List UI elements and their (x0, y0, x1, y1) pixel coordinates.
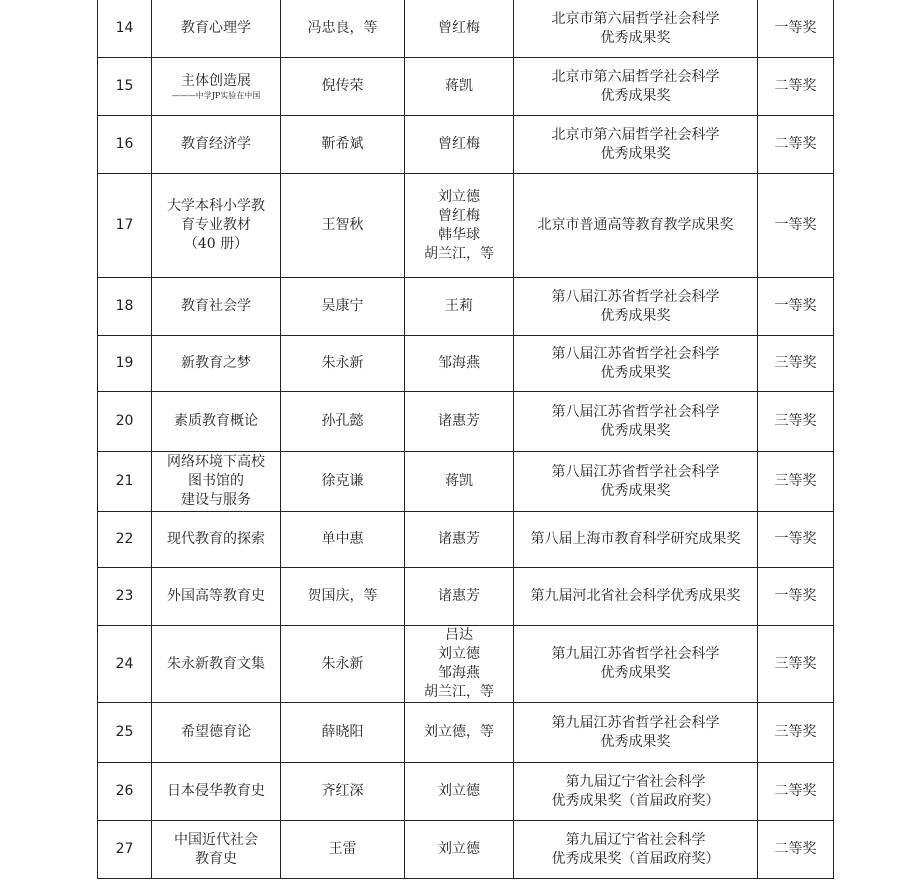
row-number-text: 22 (115, 531, 134, 547)
row-number (98, 278, 152, 336)
editors (405, 116, 514, 174)
author (281, 821, 405, 879)
award-name-line: 第九届辽宁省社会科学 (565, 831, 706, 848)
book-title (152, 116, 281, 174)
award-level-text: 一等奖 (774, 217, 817, 233)
editors (405, 626, 514, 703)
book-title (152, 336, 281, 392)
award-level-text: 一等奖 (774, 588, 817, 604)
author (281, 0, 405, 58)
award-name-line: 优秀成果奖 (600, 665, 671, 681)
author (281, 568, 405, 626)
editor-name: 诸惠芳 (438, 413, 480, 429)
award-name (514, 763, 758, 821)
editors (405, 703, 514, 763)
editor-name: 邹海燕 (438, 355, 480, 371)
book-title (152, 278, 281, 336)
award-name (514, 703, 758, 763)
row-number-text: 24 (115, 655, 134, 672)
author (281, 58, 405, 116)
book-title (152, 452, 281, 512)
editor-name: 刘立德，等 (424, 724, 494, 740)
table-row (98, 58, 834, 116)
award-name (514, 174, 758, 278)
author-text: 徐克谦 (321, 473, 364, 489)
book-title-line: 外国高等教育史 (167, 588, 265, 604)
award-name-line: 第八届江苏省哲学社会科学 (551, 345, 720, 362)
award-name-line: 第八届江苏省哲学社会科学 (551, 288, 720, 305)
award-level (758, 174, 834, 278)
book-title (152, 174, 281, 278)
award-name-line: 第九届江苏省哲学社会科学 (551, 646, 720, 662)
award-level-text: 一等奖 (774, 531, 817, 547)
book-title (152, 392, 281, 452)
editor-name: 曾红梅 (438, 136, 480, 152)
book-title-line: 主体创造展 (181, 73, 251, 89)
award-name-line: 优秀成果奖（首届政府奖） (551, 792, 720, 809)
editors (405, 512, 514, 568)
award-name-line: 优秀成果奖 (600, 145, 671, 162)
row-number (98, 763, 152, 821)
award-level (758, 0, 834, 58)
table-row (98, 568, 834, 626)
award-name-line: 第八届上海市教育科学研究成果奖 (530, 531, 741, 547)
editor-name: 曾红梅 (438, 20, 480, 36)
author-text: 朱永新 (321, 655, 364, 672)
row-number-text: 23 (115, 588, 134, 604)
award-level-text: 二等奖 (774, 78, 817, 94)
table-row (98, 336, 834, 392)
award-level-text: 一等奖 (774, 298, 817, 314)
award-name (514, 452, 758, 512)
editors (405, 392, 514, 452)
award-name-line: 优秀成果奖 (600, 29, 671, 46)
award-level-text: 一等奖 (774, 20, 817, 36)
book-title-line: 新教育之梦 (181, 355, 251, 371)
book-title-line: 素质教育概论 (174, 413, 258, 429)
award-name-line: 北京市第六届哲学社会科学 (551, 126, 720, 143)
editor-name: 刘立德 (438, 188, 480, 205)
award-level (758, 278, 834, 336)
row-number (98, 0, 152, 58)
author (281, 336, 405, 392)
award-level (758, 116, 834, 174)
author (281, 452, 405, 512)
book-title (152, 512, 281, 568)
author (281, 763, 405, 821)
author-text: 吴康宁 (321, 298, 364, 314)
book-title-line: 希望德育论 (181, 724, 251, 740)
award-name-line: 第九届河北省社会科学优秀成果奖 (530, 588, 741, 604)
table-row (98, 278, 834, 336)
editor-name: 蒋凯 (445, 78, 473, 94)
editors (405, 58, 514, 116)
table-row (98, 626, 834, 703)
award-level-text: 三等奖 (774, 355, 817, 371)
table-row (98, 116, 834, 174)
author-text: 朱永新 (321, 355, 364, 371)
award-name-line: 优秀成果奖 (600, 482, 671, 499)
book-title-line: 网络环境下高校 (167, 454, 265, 470)
awards-table (97, 0, 834, 879)
award-name-line: 优秀成果奖（首届政府奖） (551, 850, 720, 867)
award-name (514, 392, 758, 452)
book-title-line: （40 册） (183, 236, 249, 252)
row-number-text: 16 (115, 136, 134, 152)
table-row (98, 174, 834, 278)
award-level-text: 二等奖 (774, 136, 817, 152)
editor-name: 刘立德 (438, 841, 480, 857)
row-number-text: 19 (115, 355, 134, 371)
award-name-line: 优秀成果奖 (600, 87, 671, 104)
award-name-line: 优秀成果奖 (600, 307, 671, 324)
row-number (98, 174, 152, 278)
award-name (514, 278, 758, 336)
author-text: 王智秋 (321, 217, 364, 233)
editor-name: 曾红梅 (438, 207, 480, 224)
book-title-line: 教育社会学 (181, 298, 251, 314)
author (281, 278, 405, 336)
author-text: 贺国庆，等 (307, 588, 378, 604)
author (281, 626, 405, 703)
award-level (758, 452, 834, 512)
editors (405, 336, 514, 392)
award-level-text: 三等奖 (774, 473, 817, 489)
award-level-text: 二等奖 (774, 841, 817, 857)
book-title (152, 763, 281, 821)
award-level (758, 336, 834, 392)
book-title-line: 育专业教材 (181, 217, 251, 233)
row-number-text: 26 (115, 783, 134, 799)
award-name (514, 821, 758, 879)
award-level (758, 58, 834, 116)
table-row (98, 392, 834, 452)
award-name (514, 512, 758, 568)
author (281, 512, 405, 568)
book-title-line: 建设与服务 (181, 492, 251, 508)
editor-name: 王莉 (445, 298, 473, 314)
editors (405, 0, 514, 58)
award-name-line: 第八届江苏省哲学社会科学 (551, 463, 720, 480)
author-text: 孙孔懿 (321, 413, 364, 429)
table-row (98, 821, 834, 879)
editor-name: 吕达 (445, 627, 473, 643)
book-title-line: 现代教育的探索 (167, 531, 265, 547)
author-text: 齐红深 (321, 783, 364, 799)
editors (405, 278, 514, 336)
book-title (152, 0, 281, 58)
book-title-line: 教育经济学 (181, 136, 251, 152)
awards-table-body (98, 0, 834, 879)
editor-name: 邹海燕 (438, 665, 480, 681)
editor-name: 韩华球 (438, 226, 480, 243)
award-level-text: 三等奖 (774, 413, 817, 429)
table-row (98, 512, 834, 568)
editors (405, 763, 514, 821)
award-name-line: 北京市第六届哲学社会科学 (551, 68, 720, 85)
book-title-line: 教育史 (195, 850, 237, 867)
row-number (98, 626, 152, 703)
row-number (98, 568, 152, 626)
row-number-text: 25 (115, 724, 134, 740)
row-number (98, 512, 152, 568)
editor-name: 诸惠芳 (438, 588, 480, 604)
book-title (152, 626, 281, 703)
editor-name: 胡兰江，等 (424, 684, 494, 700)
author-text: 靳希斌 (321, 136, 364, 152)
award-level (758, 568, 834, 626)
row-number (98, 58, 152, 116)
award-level (758, 512, 834, 568)
editor-name: 刘立德 (438, 646, 480, 662)
award-name (514, 0, 758, 58)
editor-name: 蒋凯 (445, 473, 473, 489)
row-number-text: 15 (115, 78, 134, 94)
award-name-line: 第八届江苏省哲学社会科学 (551, 403, 720, 420)
award-name-line: 优秀成果奖 (600, 364, 671, 381)
award-name-line: 北京市第六届哲学社会科学 (551, 10, 720, 27)
book-title-line: 朱永新教育文集 (167, 655, 265, 672)
award-name (514, 568, 758, 626)
book-title-line: 图书馆的 (188, 473, 244, 489)
author-text: 冯忠良，等 (307, 20, 378, 36)
book-title (152, 58, 281, 116)
row-number (98, 452, 152, 512)
award-level (758, 763, 834, 821)
row-number (98, 703, 152, 763)
row-number (98, 392, 152, 452)
award-level-text: 三等奖 (774, 724, 817, 740)
row-number-text: 18 (115, 298, 134, 314)
editors (405, 568, 514, 626)
award-name-line: 优秀成果奖 (600, 733, 671, 750)
award-name-line: 第九届辽宁省社会科学 (565, 773, 706, 790)
author (281, 392, 405, 452)
editor-name: 诸惠芳 (438, 531, 480, 547)
author (281, 116, 405, 174)
author (281, 174, 405, 278)
row-number-text: 20 (115, 413, 134, 429)
row-number (98, 116, 152, 174)
editors (405, 452, 514, 512)
book-subtitle: ———中学JP实验在中国 (171, 91, 261, 100)
table-row (98, 703, 834, 763)
author-text: 薛晓阳 (321, 724, 364, 740)
award-level (758, 821, 834, 879)
row-number-text: 17 (115, 217, 134, 233)
table-row (98, 763, 834, 821)
award-name (514, 626, 758, 703)
book-title-line: 日本侵华教育史 (167, 783, 265, 799)
editor-name: 胡兰江，等 (424, 245, 494, 262)
row-number-text: 14 (115, 20, 134, 36)
award-name (514, 58, 758, 116)
award-level (758, 392, 834, 452)
table-row (98, 452, 834, 512)
row-number-text: 21 (115, 473, 134, 489)
table-row (98, 0, 834, 58)
row-number (98, 336, 152, 392)
award-level-text: 二等奖 (774, 783, 817, 799)
author (281, 703, 405, 763)
award-name-line: 北京市普通高等教育教学成果奖 (537, 217, 734, 233)
book-title-line: 中国近代社会 (174, 831, 258, 848)
book-title (152, 703, 281, 763)
author-text: 王雷 (328, 841, 357, 857)
book-title-line: 教育心理学 (181, 20, 251, 36)
editors (405, 821, 514, 879)
award-name (514, 336, 758, 392)
award-level (758, 703, 834, 763)
row-number (98, 821, 152, 879)
award-level (758, 626, 834, 703)
row-number-text: 27 (115, 841, 134, 857)
award-level-text: 三等奖 (774, 655, 817, 672)
award-name-line: 优秀成果奖 (600, 422, 671, 439)
author-text: 单中惠 (321, 531, 364, 547)
book-title (152, 821, 281, 879)
award-name (514, 116, 758, 174)
editor-name: 刘立德 (438, 783, 480, 799)
book-title (152, 568, 281, 626)
author-text: 倪传荣 (321, 78, 364, 94)
editors (405, 174, 514, 278)
book-title-line: 大学本科小学教 (167, 198, 265, 214)
award-name-line: 第九届江苏省哲学社会科学 (551, 714, 720, 731)
